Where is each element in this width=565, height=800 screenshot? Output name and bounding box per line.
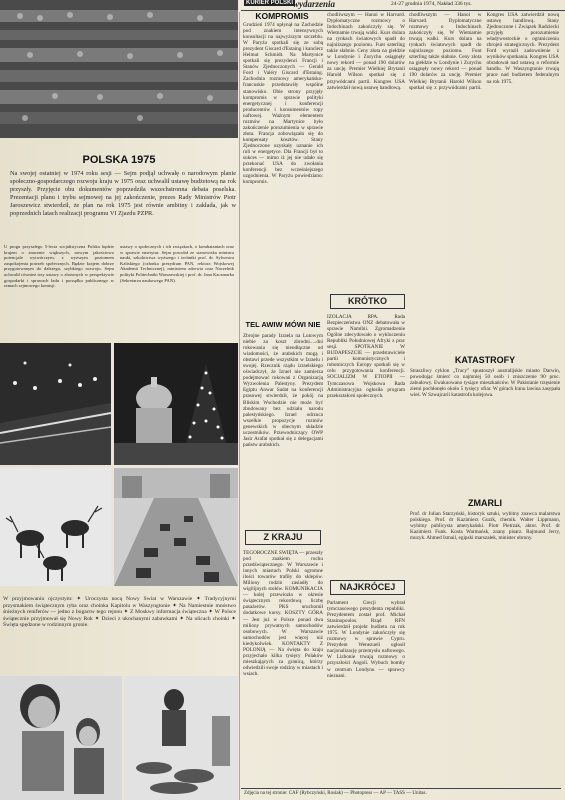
polska-col1b-text: Sejm uchwalił również trzy ustawy o złożonych w perspektywie gospodarki i sprawach ładu i porządku publicznego w ramach sejmowego komisji. (4, 266, 114, 289)
telawiw-text: Zbrojne parady Izraela na Lutowym niebie za koszt zbrodni.....dni rokowania się nieodłączne od wiadomości, że arabskich mogą i obstawi przede wszystkim w Izraelu i swojej. Rzecznik rządu izraelskiego oświadczył, że Izrael nie zamierza podejmować rokowań z Organizacją Wyzwolenia Palestyny. Prezydent Egiptu Anwar Sadat na konferencji prasowej stwierdził, że pokój na Bliskim Wschodzie nie może być zbudowany bez udziału narodu palestyńskiego. Izrael odrzuca wszelkie propozycje rozmów genewskich w obecnym składzie uczestników. Przewodniczący OWP Jasir Arafat spotkał się z delegacjami państw arabskich. (243, 333, 323, 448)
warsaw-night-graphic (0, 343, 111, 465)
polska-col2 (120, 244, 234, 340)
krotko-title: KRÓTKO (330, 294, 405, 309)
masthead-date: 24-27 grudnia 1974, Nakład 336 tys. (391, 1, 472, 7)
street-traffic-graphic (114, 468, 238, 586)
najkrocej-text: Parlament Grecji wybrał tymczasowego prezydenta republiki. Prezydentem został prof. Michał Stasinopoulos. Rząd RFN zatwierdził projekt budżetu na rok 1975. W Londynie zakończyły się rozmowy w sprawie Cypru. Prezydent Wenezueli ogłosił nacjonalizację przemysłu naftowego. W Lizbonie trwają rozmowy o przyszłości Angoli. Wybuch bomby w centrum Londynu — sprawcy nieznani. (327, 600, 405, 679)
kompromis-text (243, 22, 323, 312)
polska-title: POLSKA 1975 (82, 154, 156, 166)
polska-lead: Na swojej ostatniej w 1974 roku sesji — Sejm podjął uchwałę o narodowym planie społeczno-gospodarczego rozwoju kraju w 1975 oraz uchwalił ustawę budżetową na rok przyszły. Przyjęcie obu dokumentów poprzedziła wszechstronna debata poselska. Prezentacji planu i trybu sejmowej na jej zakończenie, prezes Rady Ministrów Piotr Jaroszewicz stwierdził, że plan na rok 1975 jest równie ambitny i zakłada, jak w poprzednich latach realizacji programu VI Zjazdu PZPR. (10, 170, 236, 217)
sejm-photo-graphic (0, 0, 238, 138)
krotko-text: IZOLACJA RPA. Rada Bezpieczeństwa ONZ debatowała w sprawie Namibii. Zgromadzenie Ogólne zdecydowało o wykluczeniu Republiki Południowej Afryki z prac sesji. SPOTKANIE W BUDAPESZCIE — przedstawiciele partii komunistycznych i robotniczych Europy spotkali się w celu przygotowania konferencji. SOCJALIZM W ETIOPII — Tymczasowa Wojskowa Rada Administracyjna ogłosiła program przekształceń społecznych. (327, 314, 405, 399)
katastrofy-text: Straszliwy cyklon „Tracy” spustoszył australijskie miasto Darwin, powodując śmierć co najmniej 50 osób i zniszczenie 90 proc. zabudowy. Ewakuowano tysiące mieszkańców. W Pakistanie trzęsienie ziemi pochłonęło około 5 tysięcy ofiar. W górach Iranu lawina zasypała wieś. W Szwajcarii katastrofa kolejowa. (410, 368, 560, 399)
zkraju-text: TEGOROCZNE ŚWIĘTA — przeszły pod znakiem ruchu przedświątecznego. W Warszawie i innych miastach Polski ogromne ilości towarów trafiły do sklepów. Miliony rodzin zasiadły do wigilijnych stołów. KOMUNIKACJA — kolej przewiozła w okresie świątecznym rekordową liczbę pasażerów. PKS uruchomił dodatkowe kursy. KOSZTY GÓRA — Jest już w Polsce ponad dwa miliony prywatnych samochodów osobowych. W Warszawie samochodów jest więcej niż kiedykolwiek. KONTAKTY Z POLONIĄ — Na święta do kraju przyjechało kilka tysięcy Polaków mieszkających za granicą, którzy odwiedzili swoje rodziny w miastach i wsiach. (243, 550, 323, 677)
kompromis-col1: Grudzień 1974 upłynął na Zachodzie pod znakiem intensywnych konsultacji na najwyższym szczeblu. W Paryżu spotkali się ze sobą prezydent Giscard d'Estaing i kanclerz Helmut Schmidt. Na Martynice spotkali się prezydenci Francji i Stanów Zjednoczonych — Gerald Ford i Valéry Giscard d'Estaing. (243, 22, 323, 77)
right-col1: chodliwszym — Hanoi w Harvard. Dyplomatyczne rozmowy o Indochinach zakończyły się. W Wietnamie trwają walki. Kurs dolara na rynkach światowych spadł do najniższego poziomu. Funt szterling także słabnie. Ceny złota na giełdzie w Londynie i Zurychu osiągnęły nowy rekord — ponad 190 dolarów za uncję. Premier Wielkiej Brytanii Harold Wilson spotkał się z przywódcami partii. Kongres USA zatwierdził nową ustawę handlową. (409, 12, 559, 91)
kompromis-col1d: Dla Francji był to sukces — mimo iż jej nie udało się przekonać USA do zwołania konferencji bez wcześniejszego uzgodnienia. W Paryżu powiedziano: kompromis. (243, 148, 323, 186)
street-traffic-photo (114, 468, 238, 586)
polska-col1 (4, 244, 114, 340)
reindeer-photo (0, 468, 111, 586)
polska-col1-text: U progu przyszłego 5-lecia socjalistyczna Polska będzie krajem o znacznie większych, nowym jakościowo potencjale wytwórczym, z wyższym poziomem zaspokojenia potrzeb społecznych. Będzie krajem dobrze przygotowanym do dalszego, szybkiego rozwoju. (4, 244, 114, 272)
warsaw-night-photo (0, 343, 111, 465)
middle-col-text: chodliwszym — Hanoi w Harvard. Dyplomatyczne rozmowy o Indochinach zakończyły się. W Wietnamie trwają walki. Kurs dolara na rynkach światowych spadł do najniższego poziomu. Funt szterling także słabnie. Ceny złota na giełdzie w Londynie i Zurychu osiągnęły nowy rekord — ponad 190 dolarów za uncję. Premier Wielkiej Brytanii Harold Wilson spotkał się z przywódcami partii. Kongres USA zatwierdził nową ustawę handlową. (327, 12, 405, 91)
right-col-text (409, 12, 559, 352)
column-divider (239, 12, 240, 800)
polska-col2b-text: Sejm powołał ze stanowiska ministra nauki, szkolnictwa wyższego i techniki prof. dr. Sylwestra Kaliskiego (członka prezydium PAN, rektora Wojskowej Akademii Technicznej), ministrem zdrowia oraz Naczelnik polityki Politechniki Warszawskiej i prof. dr. Jana Kaczmarka (Sekretarza naukowego PAN). (120, 249, 234, 283)
capitol-tree-graphic (114, 343, 238, 465)
najkrocej-title: NAJKRÓCEJ (330, 580, 405, 595)
toys-photo (124, 676, 238, 800)
right-col2: Stany Zjednoczone i Związek Radziecki przyjęły porozumienie władywostockie o ograniczeniu zbrojeń strategicznych. Prezydent Ford wyraził zadowolenie z wyników spotkania. Kongres USA obradował nad ustawą o reformie handlu. W Waszyngtonie trwają prace nad budżetem federalnym na rok 1975. (486, 18, 559, 85)
kompromis-col1b: Zachodnia rozmowy amerykańsko-francuskie przedstawiły wspólne stanowisko. Obie strony przyjęły kompromis w sprawie polityki energetycznej i konferencji producentów i konsumentów ropy naftowej. (243, 76, 323, 119)
kompromis-title: KOMPROMIS (255, 11, 309, 21)
child-graphic (0, 676, 122, 800)
sejm-photo (0, 0, 238, 138)
zmarli-text: Prof. dr Julian Starzyński, historyk sztuki, wybitny znawca malarstwa polskiego. Prof. dr Kazimierz Guzik, chemik. Walter Lippmann, wybitny publicysta amerykański. Piotr Pietrzak, aktor. Prof. dr Kazimierz Funk. Kosta Warmańsk, znany pisarz. Rajmund Jerry, muzyk. Ahmed Ismail, egipski marszałek, minister obrony. (410, 511, 560, 542)
footer-credits: Zdjęcia na tej stronie: CAF (Rybczyński, Rosiak) — Photopress — AP — TASS — Unitas. (244, 791, 427, 796)
child-photo (0, 676, 122, 800)
katastrofy-title: KATASTROFY (454, 355, 516, 365)
polska-col2-text: ustawy o społecznych i ich związkach, o kombatantach oraz w sprawie emerytur. (120, 244, 234, 255)
capitol-tree-photo (114, 343, 238, 465)
masthead (241, 0, 565, 10)
zkraju-title: Z KRAJU (245, 530, 321, 545)
reindeer-graphic (0, 468, 111, 586)
footer-rule (241, 788, 561, 789)
toys-graphic (124, 676, 238, 800)
photo-captions: W przyjmowaniu ojczystym: ✦ Uroczysta nocą Nowy Świat w Warszawie ✦ Tradycyjnymi przysmakiem świątecznym ryba oraz choinka Kapitolu w Waszyngtonie ✦ Na Namiestnie mnóstwo śnieżnych reniferów — jedno z bogactw tego rejonu ✦ Z Moskwy informacja świąteczna ✦ W Polsce świątecznie przyjmował się Nowy Rok ✦ Dzieci z ukochanymi zabawkami ✦ Na ulicach choinki ✦ Święta spędzone w rodzinnym gronie. (3, 596, 236, 629)
kompromis-col1c: Ważnym elementem rozmów na Martynice było zakończenie porozumienia w sprawie złota. Francja zobowiązała się do kompensaty kosztów. Stany Zjednoczone uzyskały uznanie ich roli w energetyce. (243, 112, 323, 155)
masthead-section: wydarzenia (293, 0, 336, 9)
telawiw-title: TEL AWIW MÓWI NIE (245, 320, 321, 329)
masthead-logo: KURIER POLSKI (246, 0, 294, 6)
zmarli-title: ZMARLI (468, 498, 502, 508)
